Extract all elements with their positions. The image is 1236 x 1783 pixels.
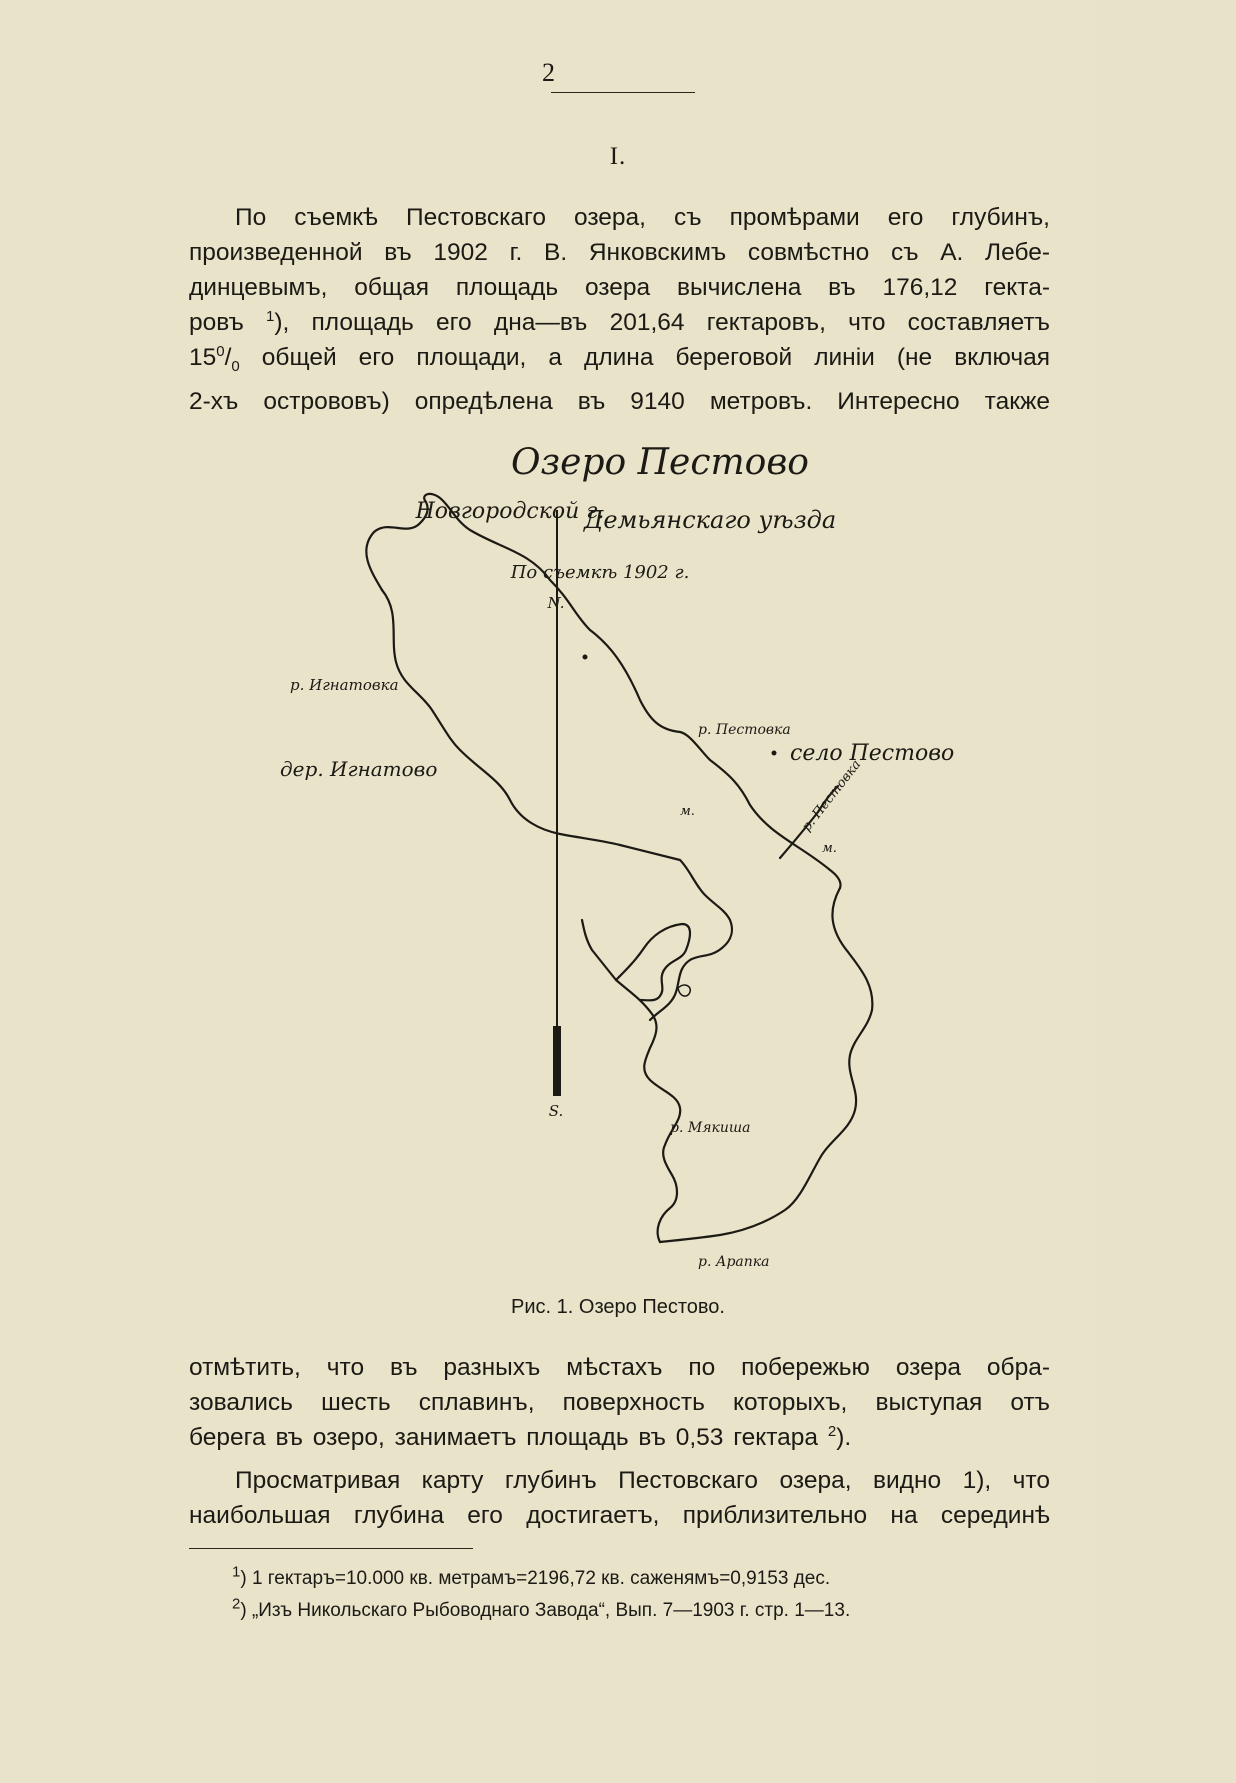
text-line: ровъ $^1$), площадь его дна—въ 201,64 гектаровъ, что составляетъ xyxy=(189,307,1050,336)
church-point xyxy=(772,751,777,756)
text-line: динцевымъ, общая площадь озера вычислена въ 176,12 гекта- xyxy=(189,274,1050,301)
label-depth-mark-1: м. xyxy=(680,804,695,819)
footnote-ref-2[interactable]: 2 xyxy=(827,1422,837,1440)
scale-bar xyxy=(553,1026,561,1096)
text-line: отмѣтить, что въ разныхъ мѣстахъ по побережью озера обра- xyxy=(189,1354,1050,1381)
lake-map-figure xyxy=(280,440,1000,1270)
label-river-ignatovka: р. Игнатовка xyxy=(290,676,399,694)
text-line: зовались шесть сплавинъ, поверхность которыхъ, выступая отъ xyxy=(189,1389,1050,1416)
label-village-ignatovo: дер. Игнатово xyxy=(280,757,438,781)
text-line: 2-хъ острововъ) опредѣлена въ 9140 метровъ. Интересно также xyxy=(189,387,1050,415)
lake-map xyxy=(280,440,1000,1270)
label-depth-mark-2: м. xyxy=(822,841,837,856)
text-line: произведенной въ 1902 г. В. Янковскимъ совмѣстно съ А. Лебе- xyxy=(189,239,1050,266)
text-line: берега въ озеро, занимаетъ площадь въ 0,53 гектара $^2$). xyxy=(189,1422,852,1451)
paragraph-2 xyxy=(189,1350,1050,1455)
label-village-pestovo: село Пестово xyxy=(790,741,955,766)
lake-shoreline-east xyxy=(660,888,872,1242)
text-line: $15^0/_0$ общей его площади, а длина береговой линіи (не включая xyxy=(189,342,1050,375)
section-heading: I. xyxy=(609,143,627,170)
label-river-myakisha: р. Мякиша xyxy=(670,1120,751,1136)
text-line: наибольшая глубина его достигаетъ, приблизительно на серединѣ xyxy=(189,1502,1050,1529)
lake-shoreline-west xyxy=(366,494,840,888)
map-subtitle-district: Демьянскаго уѣзда xyxy=(583,506,837,534)
label-river-pestovka: р. Пестовка xyxy=(698,722,791,738)
lake-shoreline-inner xyxy=(650,860,732,1020)
footnote-rule xyxy=(189,1548,473,1549)
footnote-2: $^2$) „Изъ Никольскаго Рыбоводнаго Завода“, Вып. 7—1903 г. стр. 1—13. xyxy=(232,1595,851,1621)
map-survey-note: По съемкѣ 1902 г. xyxy=(510,562,690,583)
paragraph-1 xyxy=(189,200,1050,419)
label-river-pestovka-outflow: р. Пестовка xyxy=(799,757,865,835)
text-line: Просматривая карту глубинъ Пестовскаго озера, видно 1), что xyxy=(235,1467,1050,1494)
depth-point xyxy=(583,655,588,660)
label-river-arapka: р. Арапка xyxy=(698,1254,770,1270)
map-subtitle-region: Новгородской г. xyxy=(415,499,605,524)
figure-caption: Рис. 1. Озеро Пестово. xyxy=(511,1296,725,1318)
text-line: По съемкѣ Пестовскаго озера, съ промѣрами его глубинъ, xyxy=(235,204,1050,231)
footnote-1: $^1$) 1 гектаръ=10.000 кв. метрамъ=2196,72 кв. саженямъ=0,9153 дес. xyxy=(232,1563,831,1589)
header-rule xyxy=(551,92,695,93)
footnote-ref-1[interactable]: 1 xyxy=(265,307,275,325)
page-number: 2 xyxy=(542,58,555,87)
islet xyxy=(678,985,690,996)
north-mark: N. xyxy=(547,594,565,612)
map-title: Озеро Пестово xyxy=(511,442,809,483)
south-mark: S. xyxy=(548,1102,564,1120)
lake-shoreline-northwest xyxy=(382,590,680,860)
paragraph-3 xyxy=(189,1463,1050,1533)
